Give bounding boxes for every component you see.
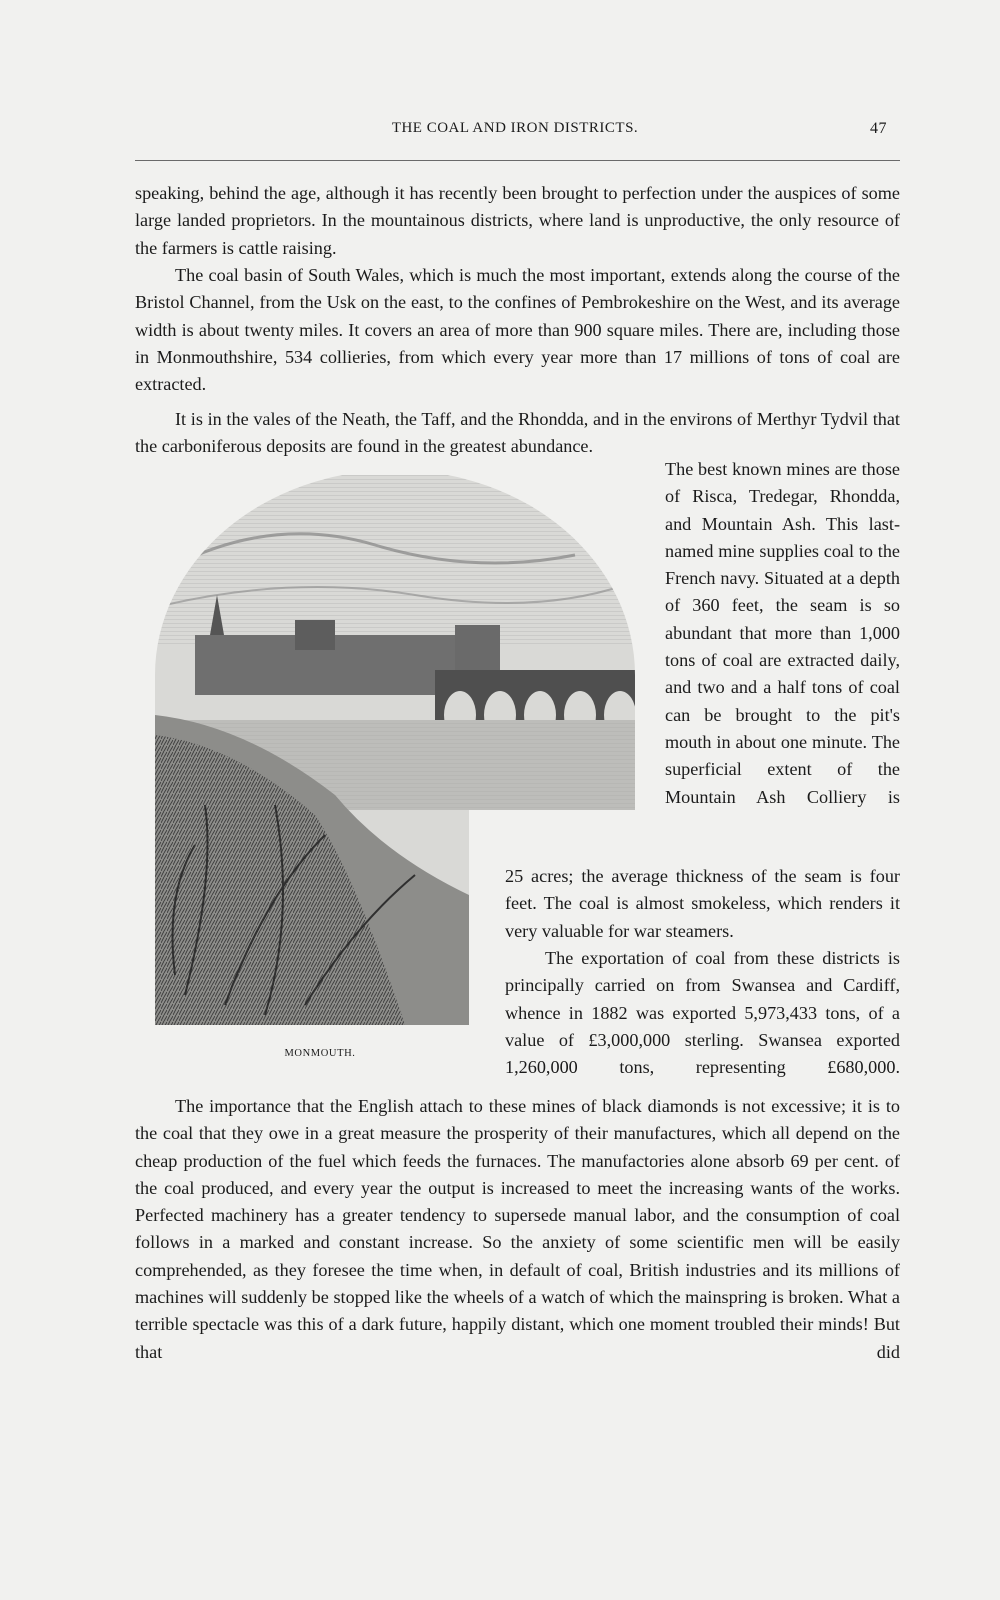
page-number: 47 (870, 120, 887, 137)
paragraph-importance: The importance that the English attach to these mines of black diamonds is not excessive; it is to the coal that they owe in a great measure the prosperity of their manufactures, which all depend on the cheap production of the fuel which feeds the furnaces. The manufactories alone absorb 69 per cent. of the coal produced, and every year the output is increased to meet the increasing wants of the works. Perfected machinery has a greater tendency to supersede manual labor, and the consumption of coal follows in a marked and constant increase. So the anxiety of some scientific men will be easily comprehended, as they foresee the time when, in default of coal, British industries and its millions of machines will suddenly be stopped like the wheels of a watch of which the mainspring is broken. What a terrible spectacle was this of a dark future, happily distant, which one moment troubled their minds! But that did (135, 1096, 900, 1362)
illustration-caption: MONMOUTH. (284, 1048, 356, 1059)
header-rule (135, 160, 900, 161)
running-title: THE COAL AND IRON DISTRICTS. (391, 120, 639, 136)
running-header (135, 114, 895, 144)
monmouth-engraving (155, 475, 635, 1025)
paragraph-continuation: speaking, behind the age, although it has recently been brought to perfection under the auspices of some large landed proprietors. In the mountainous districts, where land is unproductive, the only resource of the farmers is cattle raising. (135, 183, 900, 258)
paragraph-exportation: The exportation of coal from these districts is principally carried on from Swansea and Cardiff, whence in 1882 was exported 5,973,433 tons, of a value of £3,000,000 sterling. Swansea exported 1,260,000 tons, representing £680,000. (505, 948, 900, 1078)
paragraph-coal-basin: The coal basin of South Wales, which is much the most important, extends along the course of the Bristol Channel, from the Usk on the east, to the confines of Pembrokeshire on the West, and its average width is about twenty miles. It covers an area of more than 900 square miles. There are, including those in Monmouthshire, 534 collieries, from which every year more than 17 millions of tons of coal are extracted. (135, 265, 900, 395)
paragraph-vales: It is in the vales of the Neath, the Taff, and the Rhondda, and in the environs of Merthyr Tydvil that the carboniferous deposits are found in the greatest abundance. (135, 409, 900, 457)
paragraph-colliery-extent: 25 acres; the average thickness of the seam is four feet. The coal is almost smokeless, which renders it very valuable for war steamers. (505, 866, 900, 941)
paragraph-mines-right-column: The best known mines are those of Risca, Tredegar, Rhondda, and Mountain Ash. This last-named mine supplies coal to the French navy. Situated at a depth of 360 feet, the seam is so abundant that more than 1,000 tons of coal are extracted daily, and two and a half tons of coal can be brought to the pit's mouth in about one minute. The superficial extent of the Mountain Ash Colliery is (665, 459, 900, 807)
